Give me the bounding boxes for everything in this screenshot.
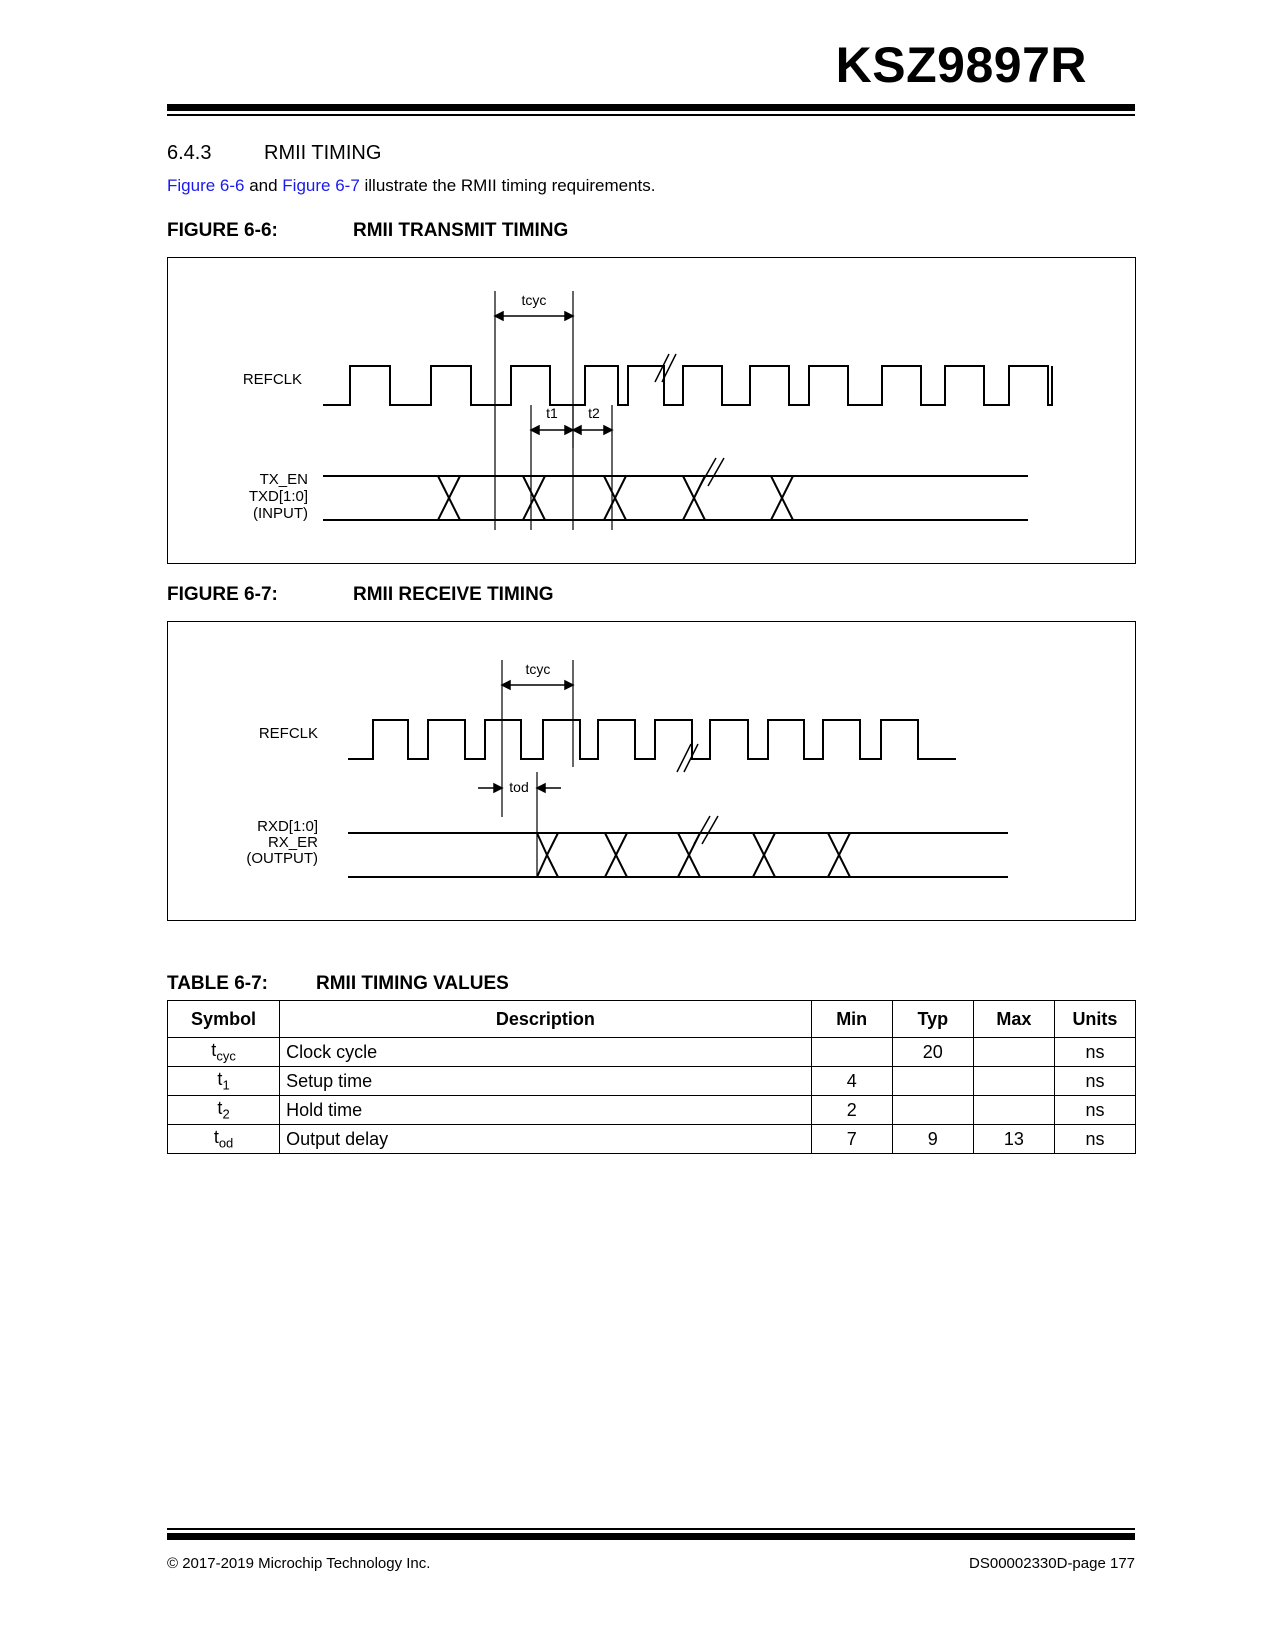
figure-6-7-box <box>167 621 1136 921</box>
description-cell: Hold time <box>280 1096 812 1125</box>
figure-6-6-box <box>167 257 1136 564</box>
figure-6-6-title: RMII TRANSMIT TIMING <box>353 220 569 241</box>
tx-clock-break-mark <box>655 354 669 382</box>
description-cell: Output delay <box>280 1125 812 1154</box>
typ-cell: 9 <box>892 1125 973 1154</box>
symbol-cell: $t_{od}$ <box>168 1125 280 1154</box>
tx-t1-label: t1 <box>546 405 558 421</box>
header-rule-thick <box>167 104 1135 111</box>
max-cell <box>973 1067 1054 1096</box>
rx-tcyc-label: tcyc <box>525 661 551 677</box>
units-cell: ns <box>1054 1125 1135 1154</box>
typ-cell: 20 <box>892 1038 973 1067</box>
rmii-timing-table <box>167 1000 1136 1154</box>
figure-6-7-label: FIGURE 6-7: <box>167 584 278 605</box>
col-header-symbol: Symbol <box>168 1001 280 1038</box>
col-header-min: Min <box>811 1001 892 1038</box>
table-6-7-label: TABLE 6-7: <box>167 973 268 994</box>
table-row <box>168 1096 1136 1125</box>
figure-6-7-link[interactable]: Figure 6-7 <box>282 176 360 195</box>
max-cell: 13 <box>973 1125 1054 1154</box>
intro-paragraph <box>167 176 656 196</box>
table-header-row <box>168 1001 1136 1038</box>
tx-input-label-line2: TXD[1:0] <box>248 488 308 505</box>
footer-rule-thick <box>167 1533 1135 1540</box>
symbol-cell: $t_2$ <box>168 1096 280 1125</box>
tx-refclk-waveform <box>323 366 1052 405</box>
figure-6-6-link[interactable]: Figure 6-6 <box>167 176 245 195</box>
min-cell: 2 <box>811 1096 892 1125</box>
footer-copyright: © 2017-2019 Microchip Technology Inc. <box>167 1555 431 1572</box>
units-cell: ns <box>1054 1038 1135 1067</box>
footer-page-number: DS00002330D-page 177 <box>969 1555 1135 1572</box>
figure-6-7-title: RMII RECEIVE TIMING <box>353 584 554 605</box>
table-row <box>168 1038 1136 1067</box>
table-row <box>168 1125 1136 1154</box>
col-header-units: Units <box>1054 1001 1135 1038</box>
footer-rule-thin <box>167 1528 1135 1530</box>
rx-output-label-line2: RX_ER <box>267 834 318 851</box>
receive-timing-diagram <box>168 622 1135 920</box>
max-cell <box>973 1096 1054 1125</box>
min-cell <box>811 1038 892 1067</box>
tx-t2-label: t2 <box>588 405 600 421</box>
description-cell: Setup time <box>280 1067 812 1096</box>
rx-output-label-line1: RXD[1:0] <box>257 818 318 835</box>
typ-cell <box>892 1067 973 1096</box>
rx-refclk-waveform <box>348 720 956 759</box>
units-cell: ns <box>1054 1096 1135 1125</box>
col-header-description: Description <box>280 1001 812 1038</box>
rx-refclk-label: REFCLK <box>258 725 318 742</box>
intro-text-rest: illustrate the RMII timing requirements. <box>359 176 656 195</box>
document-title: KSZ9897R <box>835 37 1087 93</box>
tx-tcyc-label: tcyc <box>521 292 547 308</box>
description-cell: Clock cycle <box>280 1038 812 1067</box>
figure-6-6-label: FIGURE 6-6: <box>167 220 278 241</box>
col-header-max: Max <box>973 1001 1054 1038</box>
rx-clock-break-mark <box>677 744 691 772</box>
typ-cell <box>892 1096 973 1125</box>
col-header-typ: Typ <box>892 1001 973 1038</box>
rx-bus-break-mark <box>694 816 710 844</box>
min-cell: 7 <box>811 1125 892 1154</box>
tx-refclk-label: REFCLK <box>242 371 302 388</box>
section-title: RMII TIMING <box>264 142 382 164</box>
table-row <box>168 1067 1136 1096</box>
tx-bus-break-mark <box>700 458 716 486</box>
header-rule-thin <box>167 114 1135 116</box>
section-number: 6.4.3 <box>167 142 212 164</box>
rx-tod-label: tod <box>509 779 529 795</box>
min-cell: 4 <box>811 1067 892 1096</box>
transmit-timing-diagram <box>168 258 1135 563</box>
units-cell: ns <box>1054 1067 1135 1096</box>
rx-output-label-line3: (OUTPUT) <box>246 850 318 867</box>
table-6-7-title: RMII TIMING VALUES <box>316 973 509 994</box>
intro-text-and: and <box>244 176 283 195</box>
tx-input-label-line1: TX_EN <box>259 471 308 488</box>
symbol-cell: $t_{cyc}$ <box>168 1038 280 1067</box>
tx-input-label-line3: (INPUT) <box>253 505 308 522</box>
symbol-cell: $t_1$ <box>168 1067 280 1096</box>
max-cell <box>973 1038 1054 1067</box>
